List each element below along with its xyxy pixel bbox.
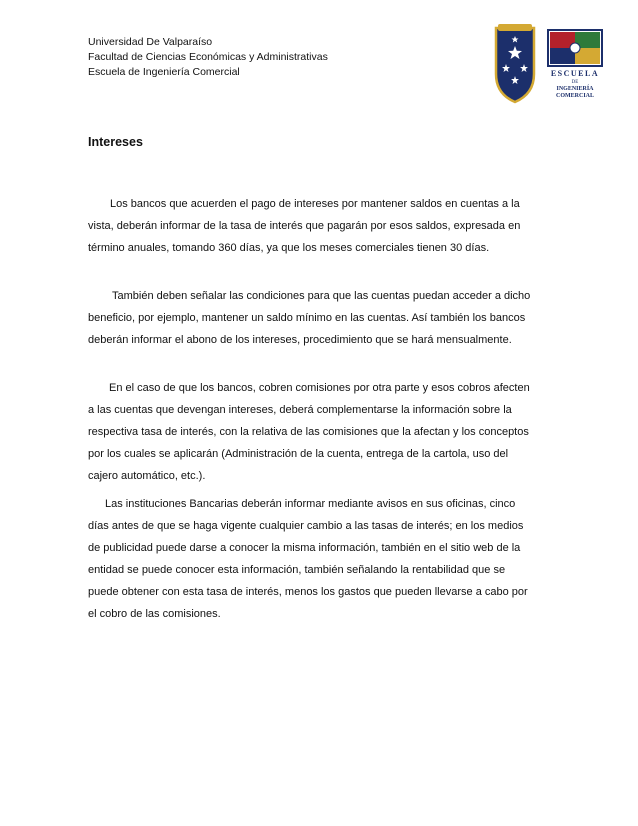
paragraph-line: término anuales, tomando 360 días, ya que los meses comerciales tienen 30 días. <box>88 242 490 254</box>
logo-text-ingenieria: INGENIERÍA <box>556 86 594 92</box>
school-crest-logo <box>548 30 602 99</box>
paragraph-1 <box>88 193 546 259</box>
paragraph-line: días antes de que se haga vigente cualquier cambio a las tasas de interés; en los medios <box>88 520 524 532</box>
faculty-name: Facultad de Ciencias Económicas y Administrativas <box>88 51 328 63</box>
paragraph-3 <box>88 377 546 487</box>
school-name: Escuela de Ingeniería Comercial <box>88 66 240 78</box>
logo-text-comercial: COMERCIAL <box>555 93 595 99</box>
institution-header <box>88 35 418 80</box>
paragraph-line: Los bancos que acuerden el pago de intereses por mantener saldos en cuentas a la <box>110 198 520 210</box>
paragraph-line: vista, deberán informar de la tasa de interés que pagarán por esos saldos, expresada en <box>88 220 521 232</box>
paragraph-line: deberán informar el abono de los intereses, procedimiento que se hará mensualmente. <box>88 334 512 346</box>
paragraph-line: puede obtener con esta tasa de interés, menos los gastos que pueden llevarse a cabo por <box>88 586 528 598</box>
paragraph-line: el cobro de las comisiones. <box>88 608 221 620</box>
university-name: Universidad De Valparaíso <box>88 36 213 48</box>
paragraph-line: por los cuales se aplicarán (Administración de la cuenta, entrega de la cartola, uso del <box>88 448 509 460</box>
paragraph-line: respectiva tasa de interés, con la relativa de las comisiones que la afectan y los conceptos <box>88 426 529 438</box>
university-shield-logo <box>496 24 534 102</box>
paragraph-line: beneficio, por ejemplo, mantener un saldo mínimo en las cuentas. Así también los bancos <box>88 312 526 324</box>
paragraph-line: cajero automático, etc.). <box>88 470 206 482</box>
logos-svg <box>488 22 606 104</box>
paragraph-line: También deben señalar las condiciones para que las cuentas puedan acceder a dicho <box>112 290 531 302</box>
logo-text-de: DE <box>571 80 579 85</box>
paragraph-2 <box>88 285 546 351</box>
paragraph-line: a las cuentas que devengan intereses, deberá complementarse la información sobre la <box>88 404 512 416</box>
logos <box>488 22 606 104</box>
section-title: Intereses <box>88 135 143 149</box>
paragraph-line: entidad se puede conocer esta información, también señalando la rentabilidad que se <box>88 564 506 576</box>
paragraph-line: de publicidad puede darse a conocer la misma información, también en el sitio web de la <box>88 542 521 554</box>
paragraph-line: En el caso de que los bancos, cobren comisiones por otra parte y esos cobros afecten <box>109 382 530 394</box>
logo-text-escuela: ESCUELA <box>550 69 600 78</box>
paragraph-4 <box>88 493 546 625</box>
paragraph-line: Las instituciones Bancarias deberán informar mediante avisos en sus oficinas, cinco <box>105 498 516 510</box>
